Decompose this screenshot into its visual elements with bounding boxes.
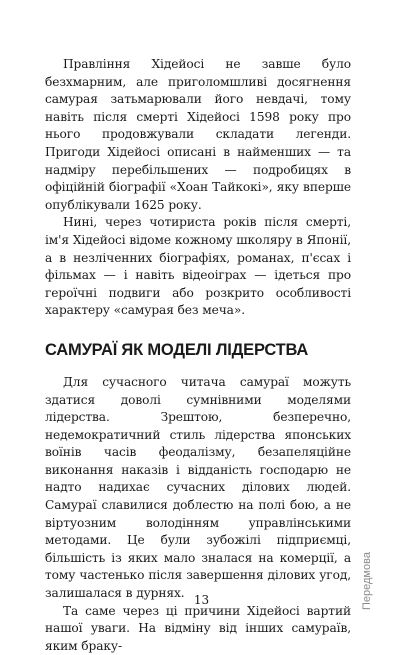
- page-body: [45, 56, 351, 655]
- page-number: 13: [193, 593, 210, 607]
- section-paragraph-1: Для сучасного читача самураї можуть здатися доволі сумнівними моделями лідерства. Зрештою, безперечно, недемократичний стиль лідерства японських воїнів часів феодалізму, безапеляційне виконання наказів і відданість господарю не надто надихає сучасних ділових людей. Самураї славилися доблестю на полі бою, а не віртуозним володінням управлінськими методами. Це були зубожілі підприємці, більшість із яких мало зналася на комерції, а тому частенько після завершення ділових угод, залишалася в дурнях.: [45, 374, 351, 601]
- chapter-side-label: Передмова: [361, 552, 373, 610]
- intro-paragraph-2: Нині, через чотириста років після смерті, ім'я Хідейосі відоме кожному школяру в Японії, а в незліченних біографіях, романах, п'єсах і фільмах — і навіть відеоіграх — ідеться про героїчні подвиги або розкрито особливості характеру «самурая без меча».: [45, 215, 351, 318]
- section-paragraph-2: Та саме через ці причини Хідейосі вартий нашої уваги. На відміну від інших самураїв, яким браку-: [45, 603, 351, 653]
- intro-paragraph-1: Правління Хідейосі не завше було безхмарним, але приголомшливі досягнення самурая затьмарювали його невдачі, тому навіть після смерті Хідейосі 1598 року про нього продовжували складати легенди. Пригоди Хідейосі описані в найменших — та надміру перебільшених — подробицях в офіційній біографії «Хоан Тайкокі», яку вперше опублікували 1625 року.: [45, 57, 351, 212]
- section-heading: САМУРАЇ ЯК МОДЕЛІ ЛІДЕРСТВА: [45, 340, 309, 359]
